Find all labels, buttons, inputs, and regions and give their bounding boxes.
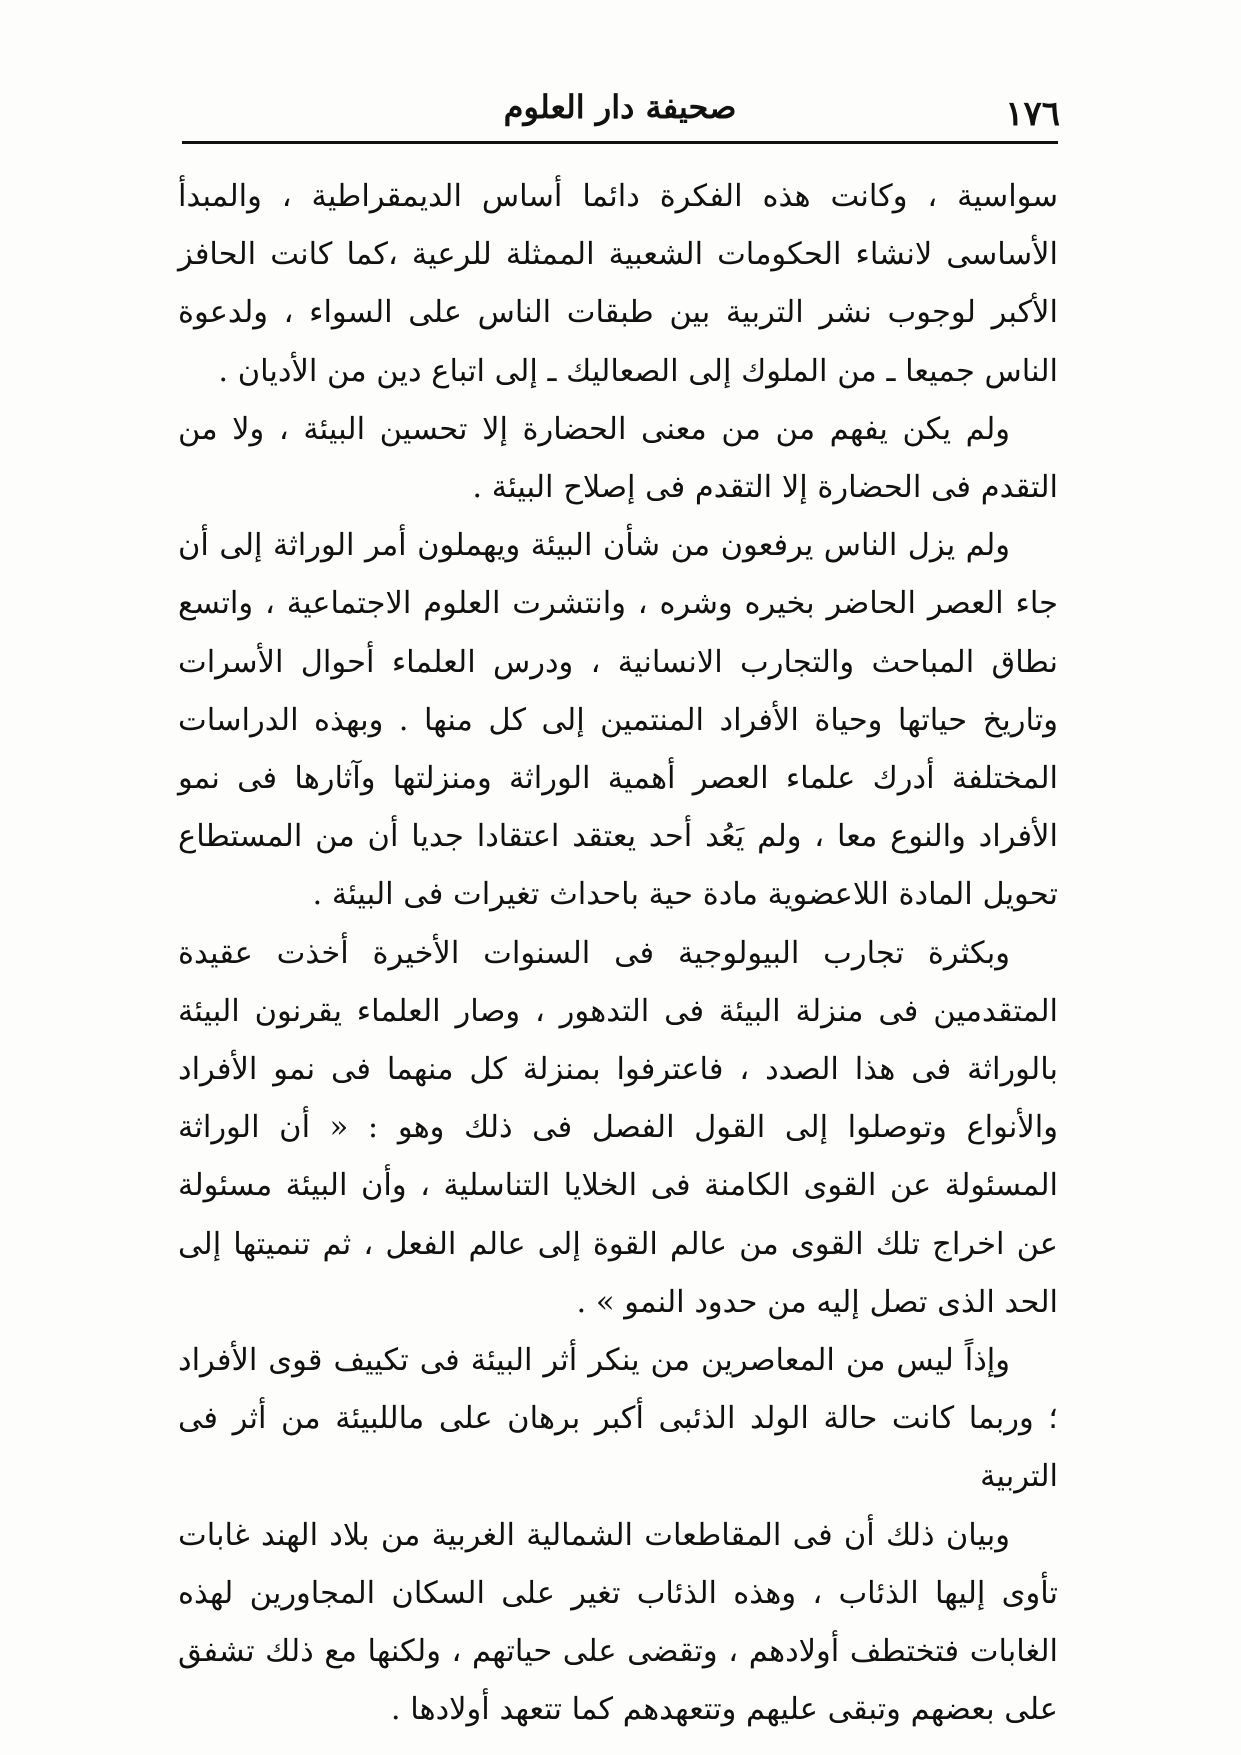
page-number: ١٧٦ — [1005, 94, 1060, 134]
journal-title: صحيفة دار العلوم — [503, 88, 737, 126]
running-header — [180, 88, 1060, 144]
header-rule — [182, 141, 1058, 144]
paragraph-india-wolves: وبيان ذلك أن فى المقاطعات الشمالية الغربية من بلاد الهند غابات تأوى إليها الذئاب ، وهذه الذئاب تغير على السكان المجاورين لهذه الغابات فتختطف أولادهم ، وتقضى على حياتهم ، ولكنها مع ذلك تشفق على بعضهم وتبقى عليهم وتتعهدهم كما تتعهد أولادها . — [178, 1517, 1058, 1728]
paragraph-wolf-child: وإذاً ليس من المعاصرين من ينكر أثر البيئة فى تكييف قوى الأفراد ؛ وربما كانت حالة الولد الذئبى أكبر برهان على ماللبيئة من أثر فى التربية — [178, 1343, 1058, 1495]
body-text — [178, 168, 1058, 1739]
paragraph-heredity-era: ولم يزل الناس يرفعون من شأن البيئة ويهملون أمر الوراثة إلى أن جاء العصر الحاضر بخيره وشره ، وانتشرت العلوم الاجتماعية ، واتسع نطاق المباحث والتجارب الانسانية ، ودرس العلماء أحوال الأسرات وتاريخ حياتها وحياة الأفراد المنتمين إلى كل منها . وبهذه الدراسات المختلفة أدرك علماء العصر أهمية الوراثة ومنزلتها وآثارها فى نمو الأفراد والنوع معا ، ولم يَعُد أحد يعتقد اعتقادا جديا أن من المستطاع تحويل المادة اللاعضوية مادة حية باحداث تغيرات فى البيئة . — [178, 528, 1058, 913]
paragraph-biology-experiments: وبكثرة تجارب البيولوجية فى السنوات الأخيرة أخذت عقيدة المتقدمين فى منزلة البيئة فى التدهور ، وصار العلماء يقرنون البيئة بالوراثة فى هذا الصدد ، فاعترفوا بمنزلة كل منهما فى نمو الأفراد والأنواع وتوصلوا إلى القول الفصل فى ذلك وهو : « أن الوراثة المسئولة عن القوى الكامنة فى الخلايا التناسلية ، وأن البيئة مسئولة عن اخراج تلك القوى من عالم القوة إلى عالم الفعل ، ثم تنميتها إلى الحد الذى تصل إليه من حدود النمو » . — [178, 935, 1058, 1320]
paragraph-civilization: ولم يكن يفهم من من معنى الحضارة إلا تحسين البيئة ، ولا من التقدم فى الحضارة إلا التقدم فى إصلاح البيئة . — [178, 411, 1058, 506]
paragraph-continuation: سواسية ، وكانت هذه الفكرة دائما أساس الديمقراطية ، والمبدأ الأساسى لانشاء الحكومات الشعبية الممثلة للرعية ،كما كانت الحافز الأكبر لوجوب نشر التربية بين طبقات الناس على السواء ، ولدعوة الناس جميعا ـ من الملوك إلى الصعاليك ـ إلى اتباع دين من الأديان . — [178, 179, 1058, 389]
